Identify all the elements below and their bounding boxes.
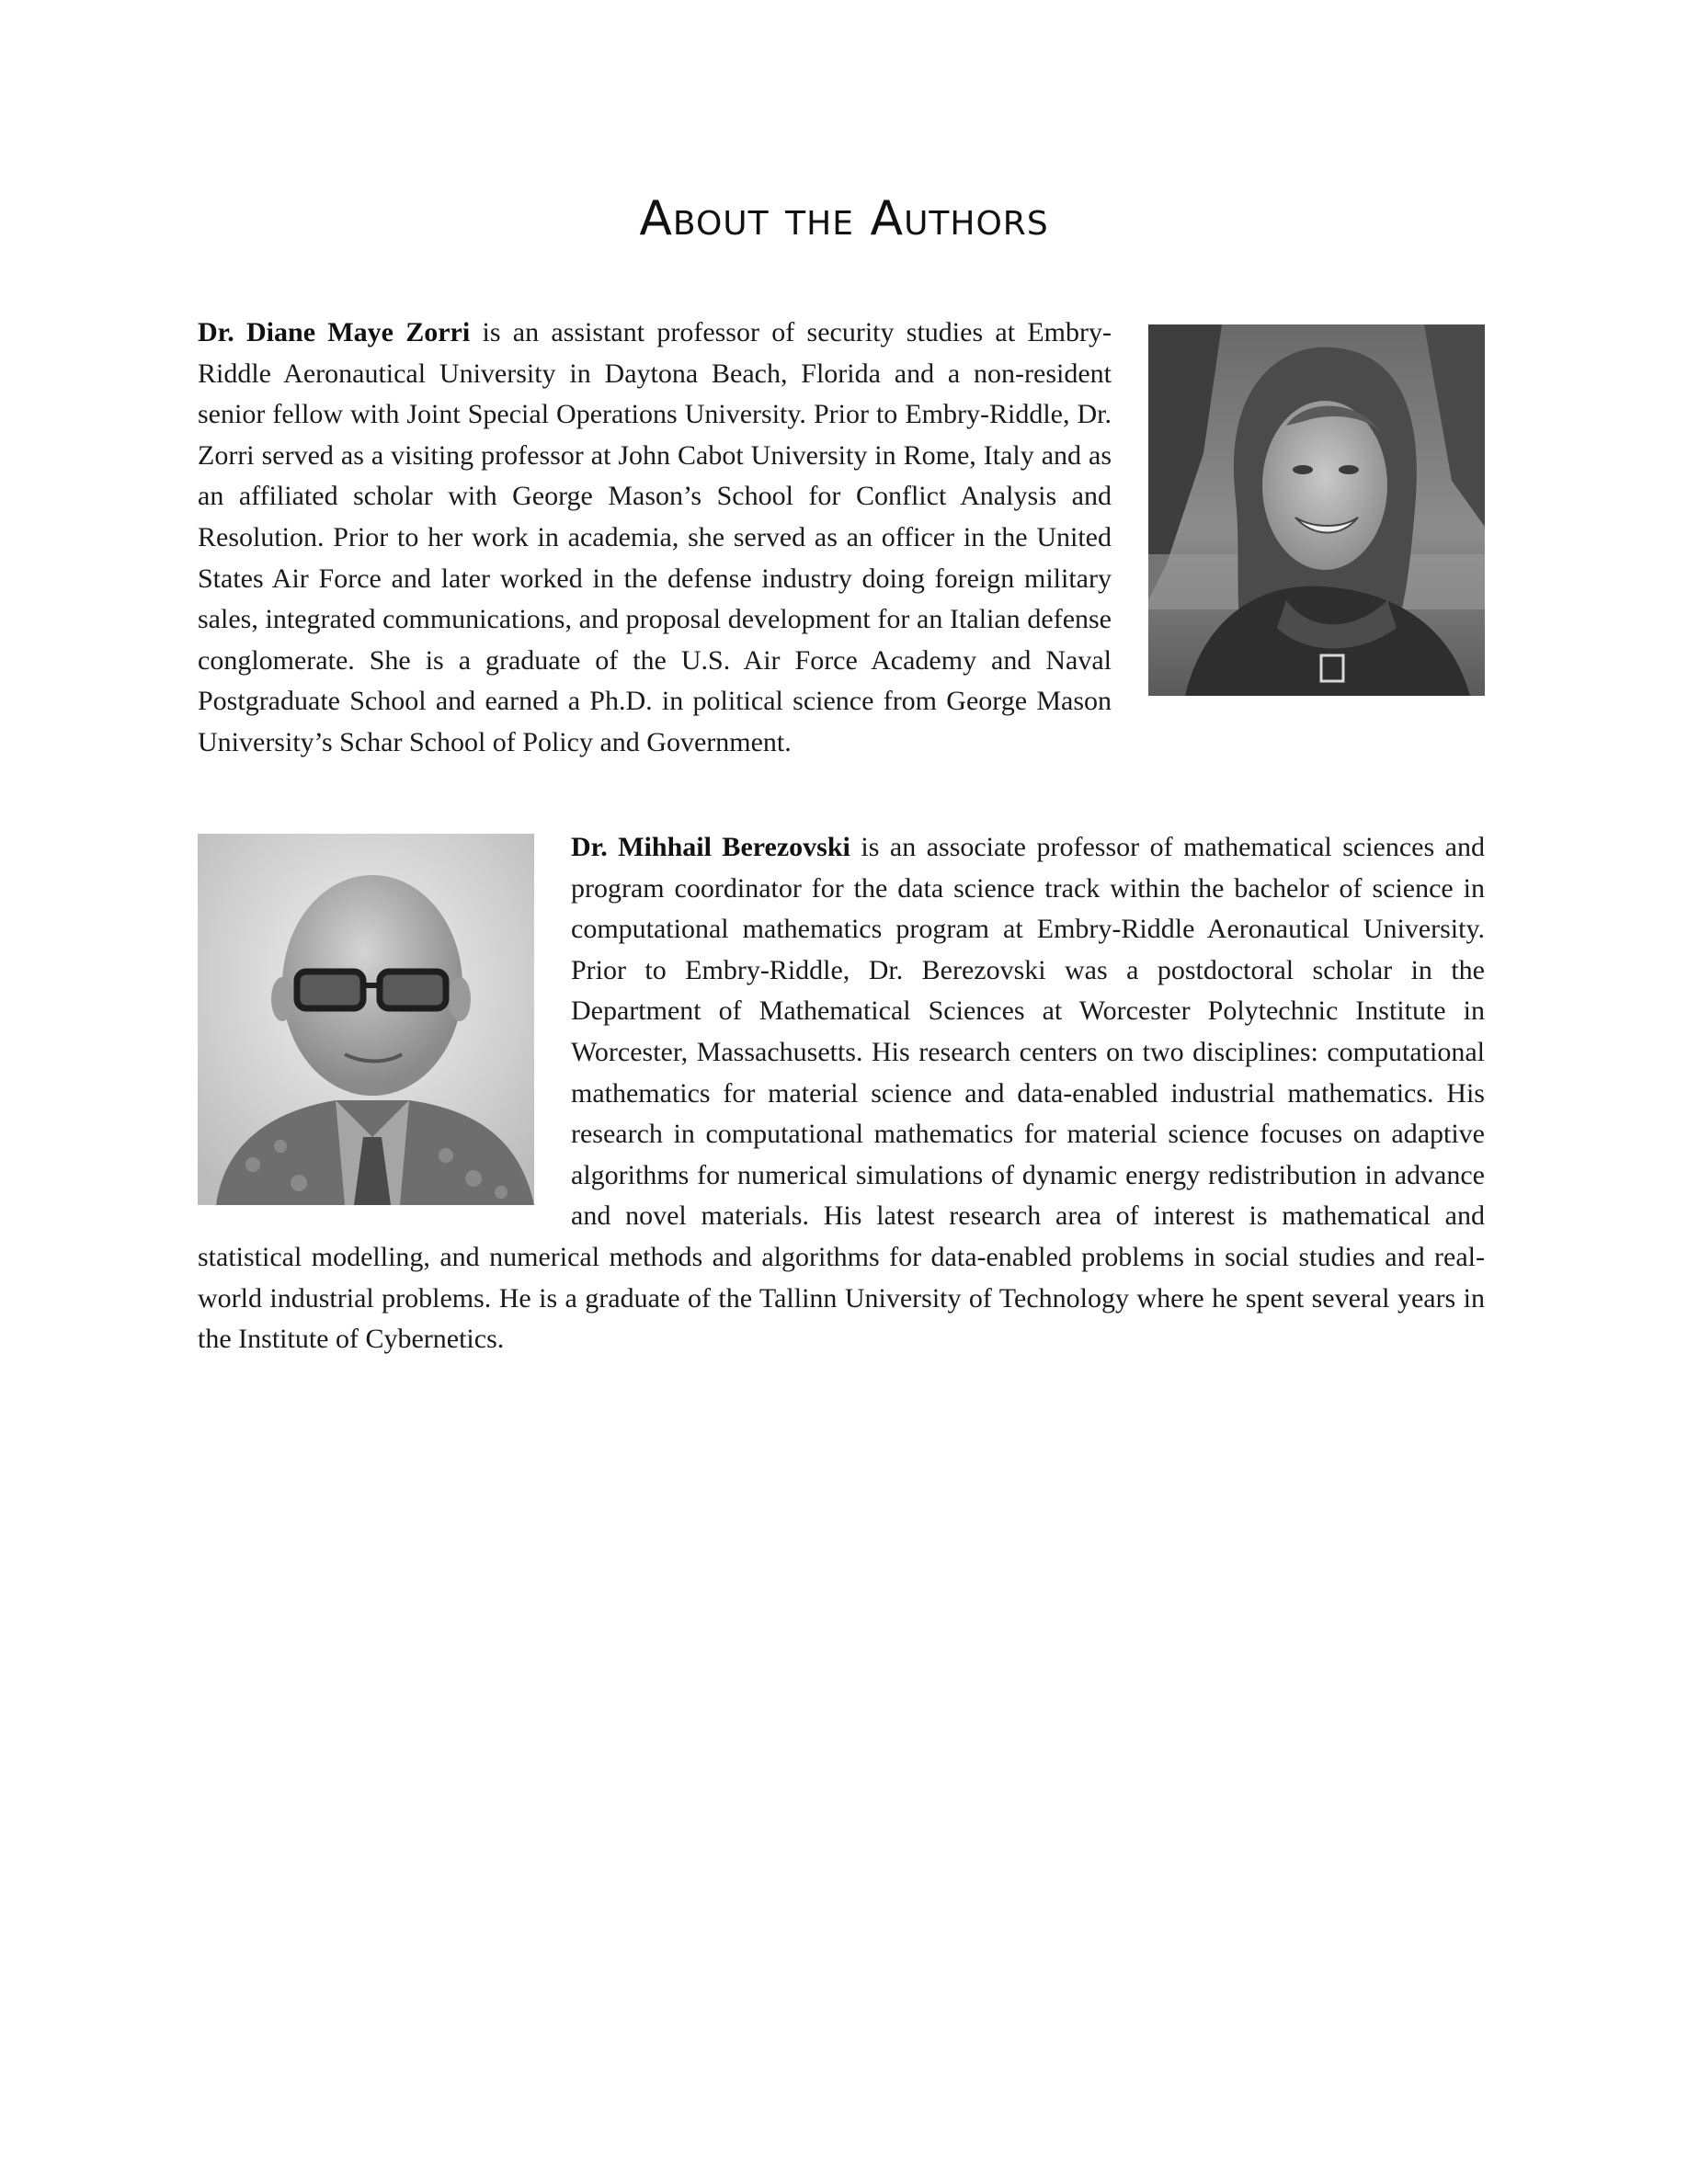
author-bio-text-berezovski: is an associate professor of mathematical sciences and program coordinator for the data science track within the bachelor of science in computational mathematics program at Embry-Riddle Aeronautical University. Prior to Embry-Riddle, Dr. Berezovski was a postdoctoral scholar in the Department of Mathematical Sciences at Worcester Polytechnic Institute in Worcester, Massachusetts. His research centers on two disciplines: computational mathematics for material science and data-enabled industrial mathematics. His research in computational mathematics for material science focuses on adaptive algorithms for numerical simulations of dynamic energy redistribution in advance and novel materials. His latest research area of interest is mathematical and statistical modelling, and numerical methods and algorithms for data-enabled problems in social studies and real-world industrial problems. He is a graduate of the Tallinn University of Technology where he spent several years in the Institute of Cybernetics. [198, 832, 1485, 1355]
author-bio-berezovski [198, 827, 1485, 1360]
author-name-zorri: Dr. Diane Maye Zorri [198, 317, 471, 347]
author-bio-text-zorri: is an assistant professor of security studies at Embry-Riddle Aeronautical University in Daytona Beach, Florida and a non-resident senior fellow with Joint Special Operations University. Prior to Embry-Riddle, Dr. Zorri served as a visiting professor at John Cabot University in Rome, Italy and as an affiliated scholar with George Mason’s School for Conflict Analysis and Resolution. Prior to her work in academia, she served as an officer in the United States Air Force and later worked in the defense industry doing foreign military sales, integrated communications, and proposal development for an Italian defense conglomerate. She is a graduate of the U.S. Air Force Academy and Naval Postgraduate School and earned a Ph.D. in political science from George Mason University’s Schar School of Policy and Government. [198, 317, 1112, 757]
author-photo-berezovski [198, 834, 534, 1205]
author-bio-zorri [198, 313, 1485, 764]
author-name-berezovski: Dr. Mihhail Berezovski [571, 832, 850, 862]
author-photo-zorri [1148, 324, 1485, 696]
page-title: About the Authors [639, 191, 1049, 246]
